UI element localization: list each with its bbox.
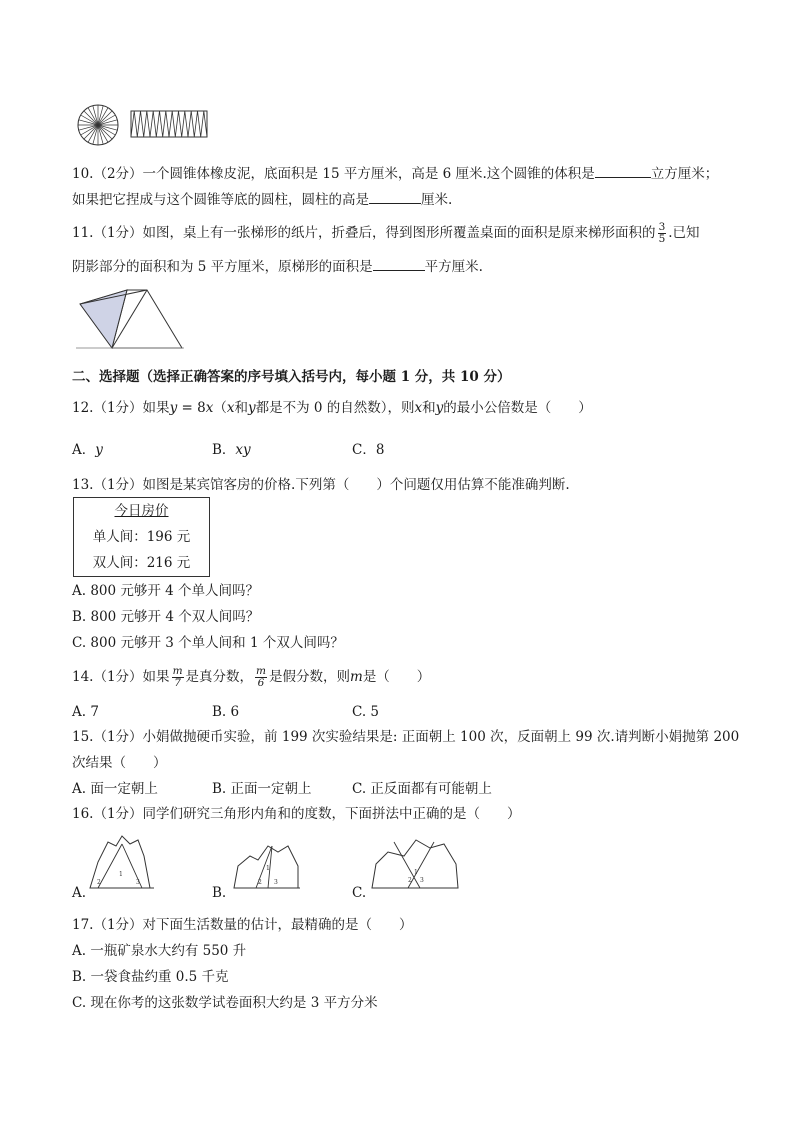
svg-text:2: 2 [97,879,101,886]
option-c[interactable]: C. 5 [352,704,380,720]
question-16-stem: 16.（1分）同学们研究三角形内角和的度数，下面拼法中正确的是（ ） [72,806,521,822]
svg-text:3: 3 [420,877,424,884]
cone-unfold-figure [74,100,214,150]
answer-blank[interactable] [595,163,651,178]
question-17-stem: 17.（1分）对下面生活数量的估计，最精确的是（ ） [72,917,413,933]
svg-text:3: 3 [136,879,140,886]
svg-text:3: 3 [274,879,278,886]
option-a[interactable]: A. 7 [72,704,99,720]
option-b[interactable]: B. 6 [212,704,240,720]
question-16-option-a-label[interactable]: A. [72,885,87,901]
option-a[interactable]: A. 面一定朝上 [72,781,158,797]
question-10-line-1: 10.（2分）一个圆锥体橡皮泥，底面积是 15 平方厘米，高是 6 厘米.这个圆锥的体积是 立方厘米； [72,163,718,184]
answer-blank[interactable] [373,256,425,271]
option-a[interactable]: A．y [72,442,103,458]
svg-text:1: 1 [119,871,123,878]
price-board-title: 今日房价 [114,503,169,519]
option-a[interactable]: A. 一瓶矿泉水大约有 550 升 [72,943,247,959]
option-b[interactable]: B. 正面一定朝上 [212,781,312,797]
question-13-stem: 13.（1分）如图是某宾馆客房的价格.下列第（ ）个问题仅用估算不能准确判断. [72,477,570,493]
question-15-line-1: 15.（1分）小娟做抛硬币实验，前 199 次实验结果是: 正面朝上 100 次，反面朝上 99 次.请判断小娟抛第 200 [72,729,740,745]
fraction: $\frac{3}{5}$ [658,221,666,245]
option-c[interactable]: C. 正反面都有可能朝上 [352,781,492,797]
svg-text:1: 1 [414,869,418,876]
fraction: $\frac{m}{6}$ [256,665,266,689]
option-b[interactable]: B. 800 元够开 4 个双人间吗？ [72,609,260,625]
option-c[interactable]: C. 800 元够开 3 个单人间和 1 个双人间吗？ [72,635,344,651]
folded-trapezoid-figure [72,286,188,352]
question-10-line-2: 如果把它捏成与这个圆锥等底的圆柱，圆柱的高是 厘米. [72,189,452,210]
question-11-line-2: 阴影部分的面积和为 5 平方厘米，原梯形的面积是 平方厘米. [72,256,483,277]
room-price-board [73,497,210,577]
answer-blank[interactable] [369,189,421,204]
svg-text:1: 1 [266,865,270,872]
single-room-price: 单人间：196 元 [92,529,191,545]
question-12-stem: 12.（1分）如果y = 8x（x和y都是不为 0 的自然数），则x和y的最小公倍数是（ ） [72,400,592,416]
option-a[interactable]: A. 800 元够开 4 个单人间吗？ [72,583,260,599]
question-16-option-c-label[interactable]: C. [352,885,367,901]
triangle-angle-figure-c [368,834,462,890]
option-c[interactable]: C．8 [352,442,385,458]
question-15-line-2: 次结果（ ） [72,755,167,771]
double-room-price: 双人间：216 元 [92,555,191,571]
question-11-line-1: 11.（1分）如图，桌上有一张梯形的纸片，折叠后，得到图形所覆盖桌面的面积是原来梯形面积的 $\frac{3}{5}$ .已知 [72,221,700,245]
option-b[interactable]: B. 一袋食盐约重 0.5 千克 [72,969,229,985]
question-14-stem: 14.（1分）如果 $\frac{m}{7}$ 是真分数， $\frac{m}{6}$ 是假分数，则m是（ ） [72,665,431,689]
section-2-heading: 二、选择题（选择正确答案的序号填入括号内，每小题 1 分，共 10 分） [72,369,511,385]
option-c[interactable]: C. 现在你考的这张数学试卷面积大约是 3 平方分米 [72,995,378,1011]
triangle-angle-figure-a [86,832,160,890]
svg-text:2: 2 [258,879,262,886]
triangle-angle-figure-b [228,840,304,890]
option-b[interactable]: B．xy [212,442,251,458]
question-16-option-b-label[interactable]: B. [212,885,227,901]
fraction: $\frac{m}{7}$ [172,665,183,689]
svg-text:2: 2 [408,877,412,884]
